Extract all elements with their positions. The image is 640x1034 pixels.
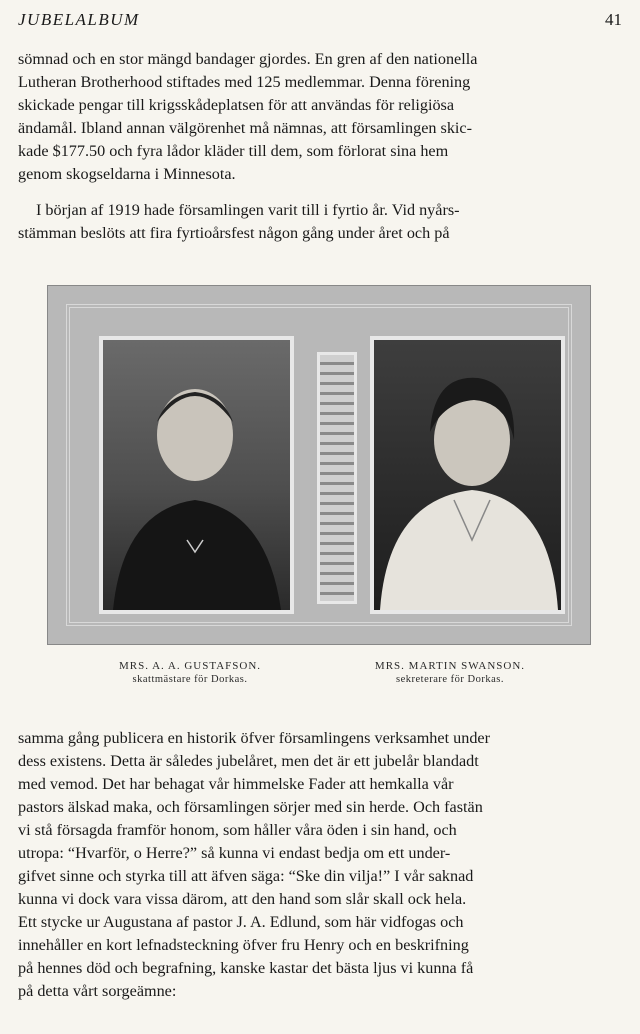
- text-line: pastors älskad maka, och församlingen sörjer med sin herde. Och fastän: [18, 798, 483, 816]
- plate-border: [66, 304, 572, 626]
- caption-role: skattmästare för Dorkas.: [132, 674, 248, 685]
- text-line: samma gång publicera en historik öfver församlingens verksamhet under: [18, 729, 490, 747]
- text-line: på detta vårt sorgeämne:: [18, 982, 177, 1000]
- caption-role: sekreterare för Dorkas.: [396, 674, 504, 685]
- text-line: vi stå försagda framför honom, som håller våra öden i sin hand, och: [18, 821, 457, 839]
- portrait-figure-icon: [374, 340, 561, 610]
- paragraph-1: [18, 48, 620, 186]
- caption-name: MRS. MARTIN SWANSON.: [374, 660, 526, 672]
- text-line: ändamål. Ibland annan välgörenhet må nämnas, att församlingen skic-: [18, 119, 472, 137]
- text-line: utropa: “Hvarför, o Herre?” så kunna vi endast bedja om ett under-: [18, 844, 451, 862]
- caption-left: [75, 660, 305, 685]
- paragraph-3: [18, 727, 620, 1003]
- text-line: innehåller en kort lefnadsteckning öfver fru Henry och en beskrifning: [18, 936, 469, 954]
- text-line: dess existens. Detta är således jubelåret, men det är ett jubelår blandadt: [18, 752, 479, 770]
- page-header: [18, 10, 622, 34]
- text-line: stämman beslöts att fira fyrtioårsfest någon gång under året och på: [18, 224, 450, 242]
- text-line: skickade pengar till krigsskådeplatsen för att användas för religiösa: [18, 96, 455, 114]
- caption-name: MRS. A. A. GUSTAFSON.: [118, 660, 262, 672]
- text-line: sömnad och en stor mängd bandager gjordes. En gren af den nationella: [18, 50, 478, 68]
- text-line: gifvet sinne och styrka till att äfven säga: “Ske din vilja!” I vår saknad: [18, 867, 474, 885]
- photo-plate: [47, 285, 591, 645]
- caption-right: [335, 660, 565, 685]
- portrait-swanson: [370, 336, 565, 614]
- text-line: Ett stycke ur Augustana af pastor J. A. Edlund, som här vidfogas och: [18, 913, 464, 931]
- text-line: genom skogseldarna i Minnesota.: [18, 165, 236, 183]
- text-line: kunna vi dock vara vissa därom, att den hand som slår skall ock hela.: [18, 890, 467, 908]
- paragraph-2: [18, 199, 620, 245]
- text-line: med vemod. Det har behagat vår himmelske Fader att hemkalla vår: [18, 775, 454, 793]
- running-title: JUBELALBUM: [18, 10, 140, 29]
- decorative-ornament: [317, 352, 357, 604]
- portrait-gustafson: [99, 336, 294, 614]
- text-line: I början af 1919 hade församlingen varit till i fyrtio år. Vid nyårs-: [36, 201, 460, 219]
- portrait-figure-icon: [103, 340, 290, 610]
- page-number: 41: [605, 10, 622, 29]
- text-line: Lutheran Brotherhood stiftades med 125 medlemmar. Denna förening: [18, 73, 471, 91]
- text-line: på hennes död och begrafning, kanske kastar det bästa ljus vi kunna få: [18, 959, 474, 977]
- text-line: kade $177.50 och fyra lådor kläder till dem, som förlorat sina hem: [18, 142, 449, 160]
